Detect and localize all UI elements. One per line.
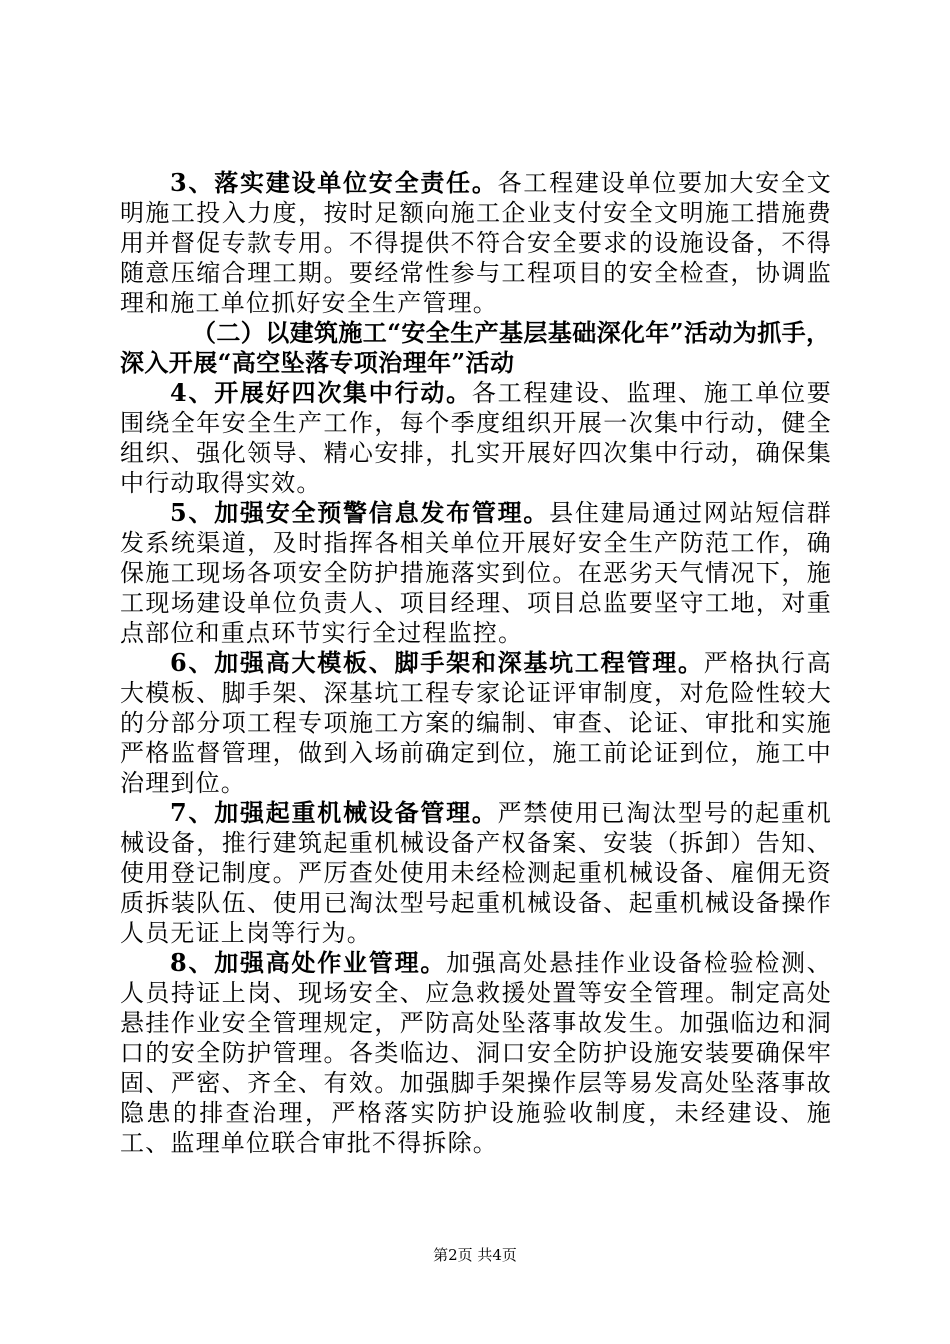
paragraph-lead: 7、加强起重机械设备管理。 — [170, 798, 498, 827]
paragraph-lead: 8、加强高处作业管理。 — [170, 948, 447, 977]
paragraph-text: 各工程建设、监理、施工单位要围绕全年安全生产工作，每个季度组织开展一次集中行动，健全组织、强化领导、精心安排，扎实开展好四次集中行动，确保集中行动取得实效。 — [120, 379, 832, 497]
paragraph-lead: 4、开展好四次集中行动。 — [170, 378, 472, 407]
paragraph-item-8 — [120, 948, 832, 1158]
document-body — [120, 168, 832, 1158]
page-number-footer: 第2页 共4页 — [433, 1246, 517, 1264]
paragraph-item-4 — [120, 378, 832, 498]
paragraph-lead: 3、落实建设单位安全责任。 — [170, 168, 498, 197]
paragraph-text: 严格执行高大模板、脚手架、深基坑工程专家论证评审制度，对危险性较大的分部分项工程专项施工方案的编制、审查、论证、审批和实施严格监督管理，做到入场前确定到位，施工前论证到位，施工中治理到位。 — [120, 649, 833, 797]
paragraph-item-5 — [120, 498, 832, 648]
paragraph-lead: 5、加强安全预警信息发布管理。 — [170, 498, 550, 527]
paragraph-text: 加强高处悬挂作业设备检验检测、人员持证上岗、现场安全、应急救援处置等安全管理。制定高处悬挂作业安全管理规定，严防高处坠落事故发生。加强临边和洞口的安全防护管理。各类临边、洞口安全防护设施安装要确保牢固、严密、齐全、有效。加强脚手架操作层等易发高处坠落事故隐患的排查治理，严格落实防护设施验收制度，未经建设、施工、监理单位联合审批不得拆除。 — [120, 949, 833, 1157]
paragraph-lead: 6、加强高大模板、脚手架和深基坑工程管理。 — [170, 648, 704, 677]
section-heading: （二）以建筑施工“安全生产基层基础深化年”活动为抓手，深入开展“高空坠落专项治理年”活动 — [120, 318, 831, 377]
paragraph-text: 严禁使用已淘汰型号的起重机械设备，推行建筑起重机械设备产权备案、安装（拆卸）告知、使用登记制度。严厉查处使用未经检测起重机械设备、雇佣无资质拆装队伍、使用已淘汰型号起重机械设备、起重机械设备操作人员无证上岗等行为。 — [120, 799, 832, 947]
paragraph-item-7 — [120, 798, 832, 948]
paragraph-text: 各工程建设单位要加大安全文明施工投入力度，按时足额向施工企业支付安全文明施工措施费用并督促专款专用。不得提供不符合安全要求的设施设备，不得随意压缩合理工期。要经常性参与工程项目的安全检查，协调监理和施工单位抓好安全生产管理。 — [120, 169, 832, 317]
paragraph-item-3 — [120, 168, 832, 318]
paragraph-text: 县住建局通过网站短信群发系统渠道，及时指挥各相关单位开展好安全生产防范工作，确保施工现场各项安全防护措施落实到位。在恶劣天气情况下，施工现场建设单位负责人、项目经理、项目总监要坚守工地，对重点部位和重点环节实行全过程监控。 — [120, 499, 832, 647]
paragraph-item-6 — [120, 648, 832, 798]
